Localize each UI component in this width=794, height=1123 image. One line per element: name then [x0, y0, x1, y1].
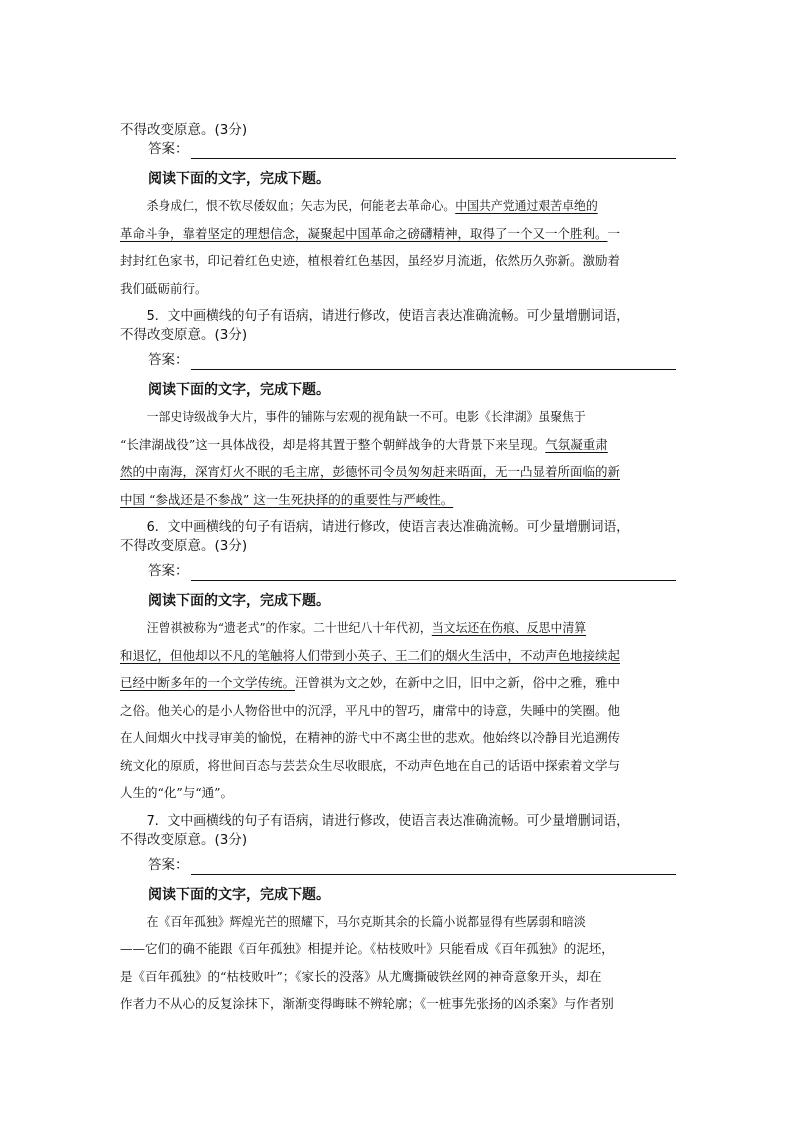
reading-passage — [120, 197, 676, 298]
passage-line — [120, 647, 676, 666]
passage-line — [120, 408, 648, 427]
underlined-sentence: 气氛凝重肃 — [545, 436, 608, 452]
section-heading: 阅读下面的文字，完成下题。 — [148, 171, 330, 187]
question-line: 5．文中画横线的句子有语病，请进行修改，使语言表达准确流畅。可少量增删词语， — [146, 308, 630, 324]
answer-blank[interactable] — [191, 145, 677, 159]
passage-line — [120, 940, 676, 959]
underlined-sentence: 和退忆，但他却以不凡的笔触将人们带到小英子、王二们的烟火生活中，不动声色地接续起 — [120, 647, 621, 663]
passage-line — [120, 784, 676, 803]
answer-line[interactable] — [148, 562, 676, 581]
passage-text: 我们砥砺前行。 — [120, 280, 208, 296]
underlined-sentence: 革命斗争，靠着坚定的理想信念，凝聚起中国革命之磅礴精神，取得了一个又一个胜利。 — [120, 225, 608, 241]
passage-line — [120, 702, 676, 721]
underlined-sentence: 当文坛还在伤痕、反思中清算 — [431, 620, 587, 635]
underlined-sentence: 然的中南海，深宵灯火不眠的毛主席，彭德怀司令员匆匆赶来晤面，无一凸显着所面临的新 — [120, 464, 621, 479]
answer-label: 答案： — [148, 141, 189, 157]
passage-text: 汪曾祺被称为“遗老式”的作家。二十世纪八十年代初， — [146, 620, 432, 635]
answer-blank[interactable] — [191, 356, 677, 370]
passage-line — [120, 757, 676, 776]
underlined-sentence: 中国 “参战还是不参战” 这一生死抉择的的重要性与严峻性。 — [120, 491, 454, 507]
passage-line — [120, 463, 676, 482]
section-heading: 阅读下面的文字，完成下题。 — [148, 886, 330, 903]
document-content — [120, 121, 676, 1023]
passage-text: 作者力不从心的反复涂抹下，渐渐变得晦昧不辨轮廓；《一桩事先张扬的凶杀案》与作者别 — [120, 996, 614, 1011]
section-heading: 阅读下面的文字，完成下题。 — [148, 382, 330, 398]
top-fragment: 不得改变原意。(3分) — [120, 122, 248, 138]
passage-line — [120, 674, 676, 693]
question-line: 7．文中画横线的句子有语病，请进行修改，使语言表达准确流畅。可少量增删词语， — [146, 812, 630, 829]
passage-text: 之俗。他关心的是小人物俗世中的沉浮，平凡中的智巧，庸常中的诗意，失睡中的笑圈。他 — [120, 702, 621, 718]
answer-blank[interactable] — [191, 567, 677, 581]
answer-blank[interactable] — [191, 861, 677, 875]
answer-line-0[interactable] — [148, 140, 676, 159]
passage-text: 封封红色家书，印记着红色史迹，植根着红色基因，虽经岁月流逝，依然历久弥新。激励着 — [120, 253, 621, 268]
passage-line — [120, 225, 676, 244]
underlined-sentence: 中国共产党通过艰苦卓绝的 — [455, 198, 598, 213]
passage-text: 在人间烟火中找寻审美的愉悦，在精神的游弋中不离尘世的悲欢。他始终以冷静目光追溯传 — [120, 730, 621, 745]
passage-text: 是《百年孤独》的“枯枝败叶”；《家长的没落》从尤鹰撕破铁丝网的神奇意象开头，却在 — [120, 968, 602, 984]
passage-text: 在《百年孤独》辉煌光芒的照耀下，马尔克斯其余的长篇小说都显得有些孱弱和暗淡 — [146, 913, 586, 929]
underlined-sentence: 已经中断多年的一个文学传统。 — [120, 675, 296, 690]
reading-passage — [120, 408, 676, 509]
passage-line — [120, 491, 676, 510]
question-prompt — [120, 812, 676, 850]
passage-text: 一部史诗级战争大片，事件的铺陈与宏观的视角缺一不可。电影《长津湖》虽聚焦于 — [146, 409, 586, 424]
question-line: 不得改变原意。(3分) — [120, 831, 248, 848]
answer-line[interactable] — [148, 856, 676, 875]
passage-line — [120, 619, 648, 638]
question-prompt — [120, 518, 676, 556]
passage-line — [120, 968, 676, 987]
reading-passage — [120, 913, 676, 1014]
passage-text: 汪曾祺为文之妙，在新中之旧，旧中之新，俗中之雅，雅中 — [295, 675, 621, 690]
passage-line — [120, 913, 648, 932]
answer-label: 答案： — [148, 352, 189, 368]
passage-text: 人生的“化”与“通”。 — [120, 785, 234, 800]
passage-line — [120, 995, 676, 1014]
passage-text: ——它们的确不能跟《百年孤独》相提并论。《枯枝败叶》只能看成《百年孤独》的泥坯， — [120, 941, 614, 956]
passage-text: 杀身成仁，恨不钦尽倭奴血；矢志为民，何能老去革命心。 — [146, 198, 456, 213]
passage-line — [120, 197, 648, 216]
passage-text: “长津湖战役”这一具体战役，却是将其置于整个朝鲜战争的大背景下来呈现。 — [120, 436, 546, 452]
passage-line — [120, 252, 676, 271]
passage-line — [120, 280, 676, 299]
passage-text: 统文化的原质，将世间百态与芸芸众生尽收眼底，不动声色地在自己的话语中探索着文学与 — [120, 757, 621, 773]
question-line: 不得改变原意。(3分) — [120, 538, 248, 554]
answer-label: 答案： — [148, 856, 189, 873]
question-prompt — [120, 307, 676, 345]
answer-line[interactable] — [148, 351, 676, 370]
passage-line — [120, 436, 676, 455]
section-heading: 阅读下面的文字，完成下题。 — [148, 593, 330, 609]
reading-passage — [120, 619, 676, 803]
question-line: 6．文中画横线的句子有语病，请进行修改，使语言表达准确流畅。可少量增删词语， — [146, 519, 630, 535]
reading-blocks — [120, 169, 676, 1014]
passage-line — [120, 729, 676, 748]
question-line: 不得改变原意。(3分) — [120, 327, 248, 343]
passage-text: 一 — [607, 225, 621, 241]
answer-label: 答案： — [148, 563, 189, 579]
